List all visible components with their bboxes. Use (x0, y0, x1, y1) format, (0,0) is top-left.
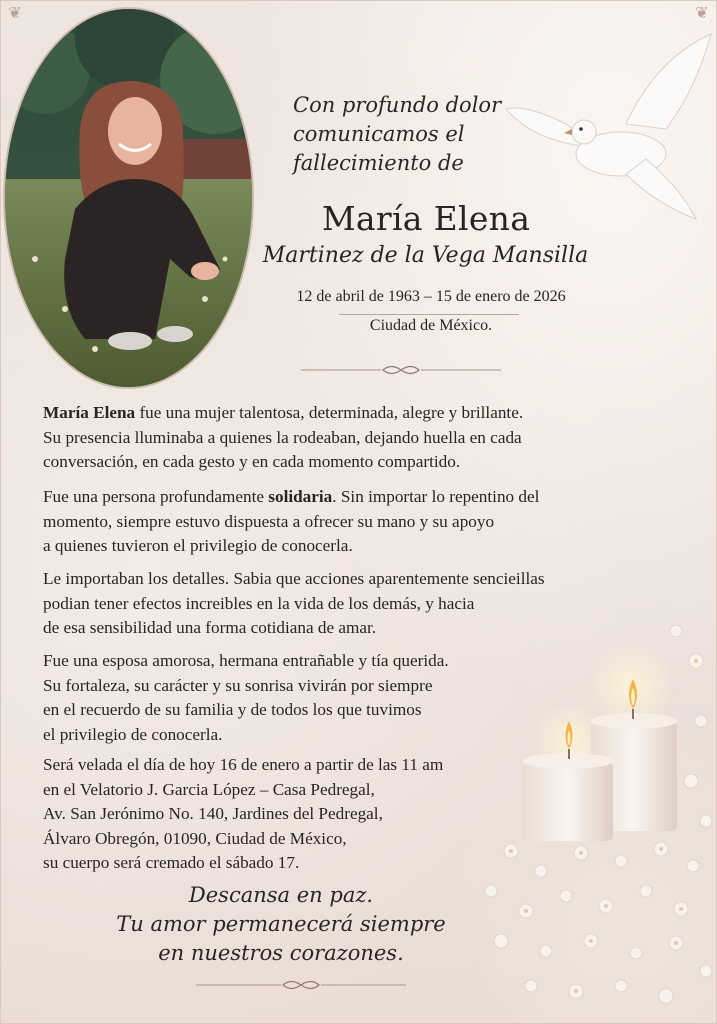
thin-divider (339, 314, 519, 315)
text-line: Su fortaleza, su carácter y su sonrisa vivirán por siempre (43, 675, 433, 695)
paragraph-1 (43, 401, 643, 475)
bold-name: María Elena (43, 403, 136, 422)
portrait-photo (5, 9, 252, 387)
text-line: fue una mujer talentosa, determinada, alegre y brillante. (135, 403, 524, 422)
corner-ornament-icon: ❦ (8, 3, 22, 22)
closing-line: Tu amor permanecerá siempre (116, 912, 446, 936)
flourish-divider-icon (196, 978, 406, 992)
intro-line: Con profundo dolor (293, 93, 502, 117)
text-line: a quienes tuvieron el privilegio de conocerla. (43, 536, 353, 555)
deceased-name: María Elena (321, 199, 531, 238)
corner-ornament-icon: ❦ (695, 3, 709, 22)
closing-message (111, 881, 451, 968)
text-line: conversación, en cada gesto y en cada momento compartido. (43, 452, 461, 471)
text-line: Le importaban los detalles. Sabia que acciones aparentemente sencieillas (43, 569, 545, 588)
text-line: momento, siempre estuvo dispuesta a ofrecer su mano y su apoyo (43, 511, 495, 531)
text-line: su cuerpo será cremado el sábado 17. (43, 853, 300, 872)
text-line: en el recuerdo de su familia y de todos los que tuvimos (43, 700, 422, 719)
closing-line: en nuestros corazones. (158, 941, 404, 965)
text-line: de esa sensibilidad una forma cotidiana de amar. (43, 618, 377, 637)
text-line: podian tener efectos increibles en la vida de los demás, y hacia (43, 593, 475, 613)
text-line: Álvaro Obregón, 01090, Ciudad de México, (43, 828, 347, 848)
life-dates: 12 de abril de 1963 – 15 de enero de 2026 (296, 288, 566, 305)
bold-word: solidaria (268, 487, 333, 506)
paragraph-5 (43, 753, 643, 876)
text-line: Fue una persona profundamente (43, 487, 269, 506)
city-text: Ciudad de México. (369, 317, 493, 334)
intro-line: comunicamos el (293, 122, 465, 146)
closing-line: Descansa en paz. (188, 883, 374, 907)
deceased-surname: Martinez de la Vega Mansilla (262, 243, 589, 268)
text-line: Fue una esposa amorosa, hermana entrañable y tía querida. (43, 651, 449, 670)
text-line: en el Velatorio J. Garcia López – Casa Pedregal, (43, 779, 375, 799)
flourish-divider-icon (301, 363, 501, 377)
text-line: Su presencia lluminaba a quienes la rodeaban, dejando huella en cada (43, 427, 522, 447)
text-line: el privilegio de conocerla. (43, 724, 223, 744)
intro-text (293, 91, 523, 178)
text-line: . Sin importar lo repentino del (332, 487, 540, 506)
intro-line: fallecimiento de (293, 151, 464, 175)
text-line: Será velada el día de hoy 16 de enero a partir de las 11 am (43, 755, 444, 774)
text-line: Av. San Jerónimo No. 140, Jardines del Pedregal, (43, 804, 383, 823)
paragraph-2 (43, 485, 643, 559)
